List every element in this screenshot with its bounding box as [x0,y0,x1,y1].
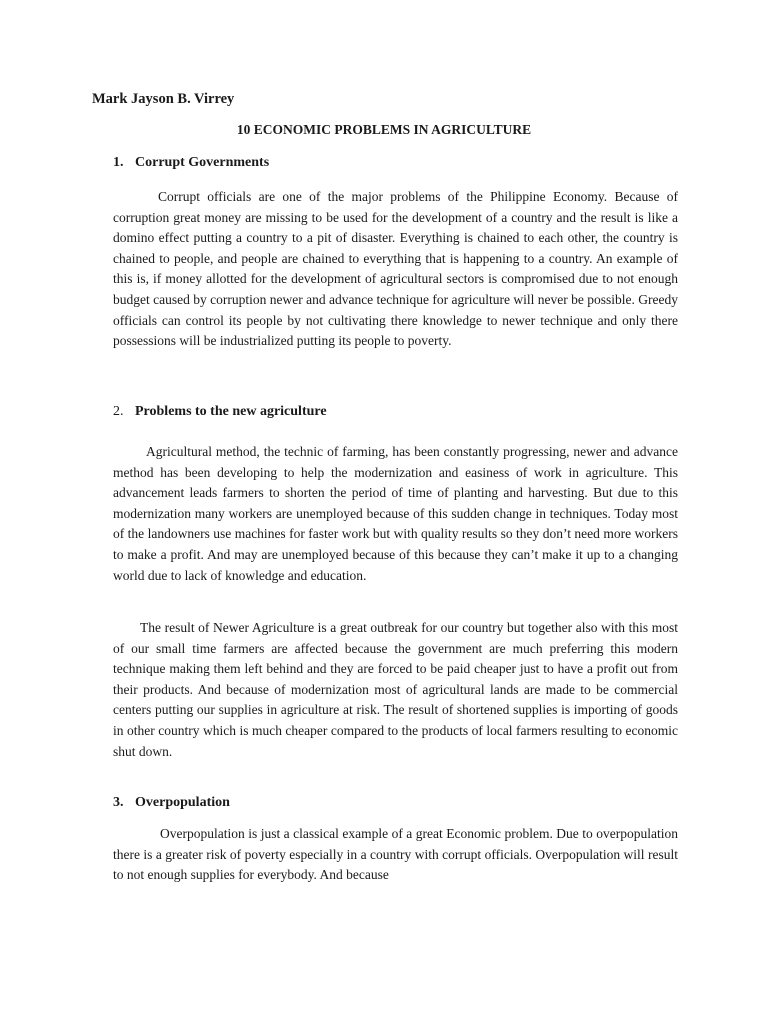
section-number-3: 3. [113,795,124,810]
section-1-paragraph-1: Corrupt officials are one of the major problems of the Philippine Economy. Because of corruption great money are missing to be used for the development of a country and the result is like a domino effect putting a country to a pit of disaster. Everything is chained to each other, the country is chained to people, and people are chained to everything that is happening to a country. An example of this is, if money allotted for the development of agricultural sectors is compromised due to not enough budget caused by corruption newer and advance technique for agriculture will never be possible. Greedy officials can control its people by not cultivating there knowledge to newer technique and only there possessions will be industrialized putting its people to poverty. [113,189,678,349]
section-3-paragraph-1: Overpopulation is just a classical example of a great Economic problem. Due to overpopulation there is a greater risk of poverty especially in a country with corrupt officials. Overpopulation will result to not enough supplies for everybody. And because [113,826,678,883]
author-name: Mark Jayson B. Virrey [92,91,235,107]
section-title-1: Corrupt Governments [135,155,270,170]
section-2-paragraph-2: The result of Newer Agriculture is a great outbreak for our country but together also with this most of our small time farmers are affected because the government are much preferring this modern technique making them left behind and they are forced to be paid cheaper just to have a profit out from their products. And because of modernization most of agricultural lands are made to be commercial centers putting our supplies in agriculture at risk. The result of shortened supplies is importing of goods in other country which is much cheaper compared to the products of local farmers resulting to economic shut down. [113,620,678,759]
section-title-3: Overpopulation [135,795,230,810]
section-heading-1 [113,155,269,171]
section-number-2: 2. [113,404,124,419]
section-heading-3 [113,795,230,811]
section-title-2: Problems to the new agriculture [135,404,327,419]
section-heading-2 [113,404,327,420]
section-number-1: 1. [113,155,124,170]
section-2-paragraph-1: Agricultural method, the technic of farming, has been constantly progressing, newer and advance method has been developing to help the modernization and easiness of work in agriculture. This advancement leads farmers to shorten the period of time of planting and harvesting. But due to this modernization many workers are unemployed because of this sudden change in techniques. Today most of the landowners use machines for faster work but with quality results so they don’t need more workers to make a profit. And may are unemployed because of this because they can’t make it up to a changing world due to lack of knowledge and education. [113,444,678,583]
document-title: 10 ECONOMIC PROBLEMS IN AGRICULTURE [236,122,532,137]
